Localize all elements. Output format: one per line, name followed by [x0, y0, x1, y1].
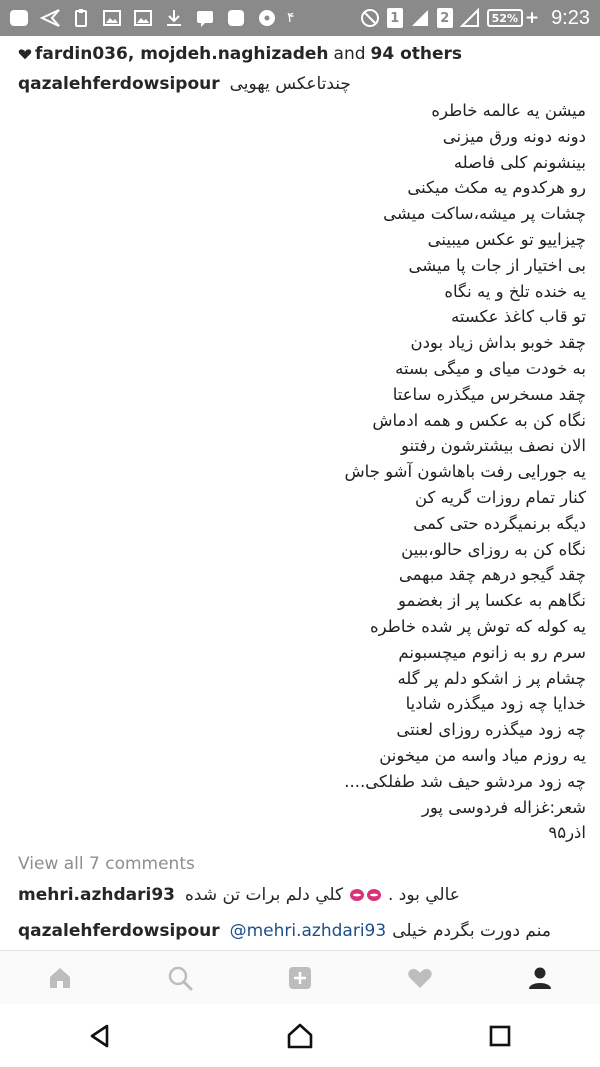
search-icon	[166, 964, 194, 992]
poem-line: سرم رو به زانوم میچسبونم	[398, 642, 586, 662]
comment-text	[185, 885, 460, 905]
poem-line: چقد خوبو بداش زیاد بودن	[410, 333, 586, 353]
likes-and: and	[333, 44, 366, 64]
likes-line[interactable]	[18, 42, 588, 66]
kiss-lips-icon	[349, 887, 383, 903]
poem-line: نگاهم به عکسا پر از بغضمو	[398, 591, 586, 611]
poem-line: یه کوله که توش پر شده خاطره	[369, 616, 586, 636]
comment-username[interactable]: qazalehferdowsipour	[18, 921, 220, 941]
clipboard-icon	[70, 7, 92, 29]
home-tab[interactable]	[30, 951, 90, 1005]
home-circle-icon	[285, 1021, 315, 1051]
recents-button[interactable]	[460, 1004, 540, 1067]
battery-indicator	[487, 8, 539, 28]
poem-line: تو قاب کاغذ عکسته	[451, 307, 586, 327]
comment-mention[interactable]: @mehri.azhdari93	[229, 921, 387, 941]
poem-line: بی اختیار از جات پا میشی	[408, 255, 586, 275]
charging-icon: +	[524, 8, 540, 28]
add-post-icon	[286, 964, 314, 992]
poem-line: چقد مسخرس میگذره ساعتا	[392, 384, 586, 404]
message-icon	[8, 7, 30, 29]
comment-username[interactable]: mehri.azhdari93	[18, 885, 175, 905]
back-icon	[85, 1021, 115, 1051]
clock: 9:23	[551, 6, 590, 29]
view-all-comments-link[interactable]: View all 7 comments	[18, 854, 195, 874]
poem-line: اذر۹۵	[548, 823, 586, 843]
cd-icon	[256, 7, 278, 29]
signal-icon-2	[459, 7, 481, 29]
profile-tab[interactable]	[510, 951, 570, 1005]
poem-line: به خودت میای و میگی بسته	[395, 358, 586, 378]
poem-line: چشات پر میشه،ساکت میشی	[383, 204, 586, 224]
poem-line: نگاه کن به روزای حالو،ببین	[401, 539, 586, 559]
download-icon	[163, 7, 185, 29]
poem-line: چه زود میگذره روزای لعنتی	[396, 720, 586, 740]
comment-text-after: كلي دلم برات تن شده	[185, 885, 344, 905]
recents-icon	[485, 1021, 515, 1051]
poem-line: بینشونم کلی فاصله	[453, 152, 586, 172]
send-icon	[39, 7, 61, 29]
comment-text: منم دورت بگردم خیلی	[392, 921, 551, 941]
home-button[interactable]	[260, 1004, 340, 1067]
signal-icon-1	[409, 7, 431, 29]
poem-line: الان نصف بیشترشون رفتنو	[400, 436, 586, 456]
chat-icon	[194, 7, 216, 29]
liker-names[interactable]: fardin036, mojdeh.naghizadeh	[35, 44, 329, 64]
image-icon	[101, 7, 123, 29]
poem-line: رو هرکدوم یه مکث میکنی	[407, 178, 586, 198]
poem-line: چه زود مردشو حیف شد طفلکی....	[344, 771, 586, 791]
activity-heart-icon	[406, 964, 434, 992]
poem-line: یه خنده تلخ و یه نگاه	[444, 281, 586, 301]
caption-header	[18, 72, 588, 96]
image-icon-2	[132, 7, 154, 29]
comment-text-before: عالي بود .	[387, 885, 460, 905]
status-bar-left	[0, 7, 295, 29]
poem-line: یه روزم میاد واسه من میخونن	[379, 745, 586, 765]
app-square-icon	[225, 7, 247, 29]
poem-line: یه جورایی رفت باهاشون آشو جاش	[344, 462, 586, 482]
back-button[interactable]	[60, 1004, 140, 1067]
sim1-indicator: 1	[387, 8, 403, 28]
sim2-indicator: 2	[437, 8, 453, 28]
poem-line: دونه دونه ورق میزنی	[442, 126, 586, 146]
comment-1	[18, 882, 588, 908]
caption-poem	[26, 98, 586, 846]
profile-icon	[526, 964, 554, 992]
battery-level: 52%	[487, 9, 523, 27]
poem-line: کنار تمام روزات گریه کن	[414, 487, 586, 507]
system-nav-bar	[0, 1004, 600, 1067]
poem-line: چشام پر ز اشکو دلم پر گله	[397, 668, 586, 688]
status-bar	[0, 0, 600, 36]
status-bar-right	[359, 7, 600, 30]
poem-line: شعر:غزاله فردوسی پور	[421, 797, 586, 817]
comment-2	[18, 918, 588, 944]
poem-line: دیگه برنمیگرده حتی کمی	[413, 513, 586, 533]
bottom-tab-bar	[0, 950, 600, 1005]
caption-username[interactable]: qazalehferdowsipour	[18, 74, 220, 94]
heart-icon	[18, 47, 32, 61]
notification-count: ۴	[287, 10, 295, 26]
likes-others[interactable]: 94 others	[370, 44, 463, 64]
activity-tab[interactable]	[390, 951, 450, 1005]
poem-line: خدایا چه زود میگذره شادیا	[405, 694, 586, 714]
poem-line: نگاه کن به عکس و همه ادماش	[372, 410, 586, 430]
poem-line: میشن یه عالمه خاطره	[431, 101, 586, 120]
search-tab[interactable]	[150, 951, 210, 1005]
poem-line: چقد گیجو درهم چقد مبهمی	[398, 565, 586, 585]
add-post-tab[interactable]	[270, 951, 330, 1005]
poem-line: چیزاییو تو عکس میبینی	[427, 229, 586, 249]
do-not-disturb-icon	[359, 7, 381, 29]
home-icon	[46, 964, 74, 992]
caption-title: چندتاعکس یهویی	[229, 74, 351, 94]
